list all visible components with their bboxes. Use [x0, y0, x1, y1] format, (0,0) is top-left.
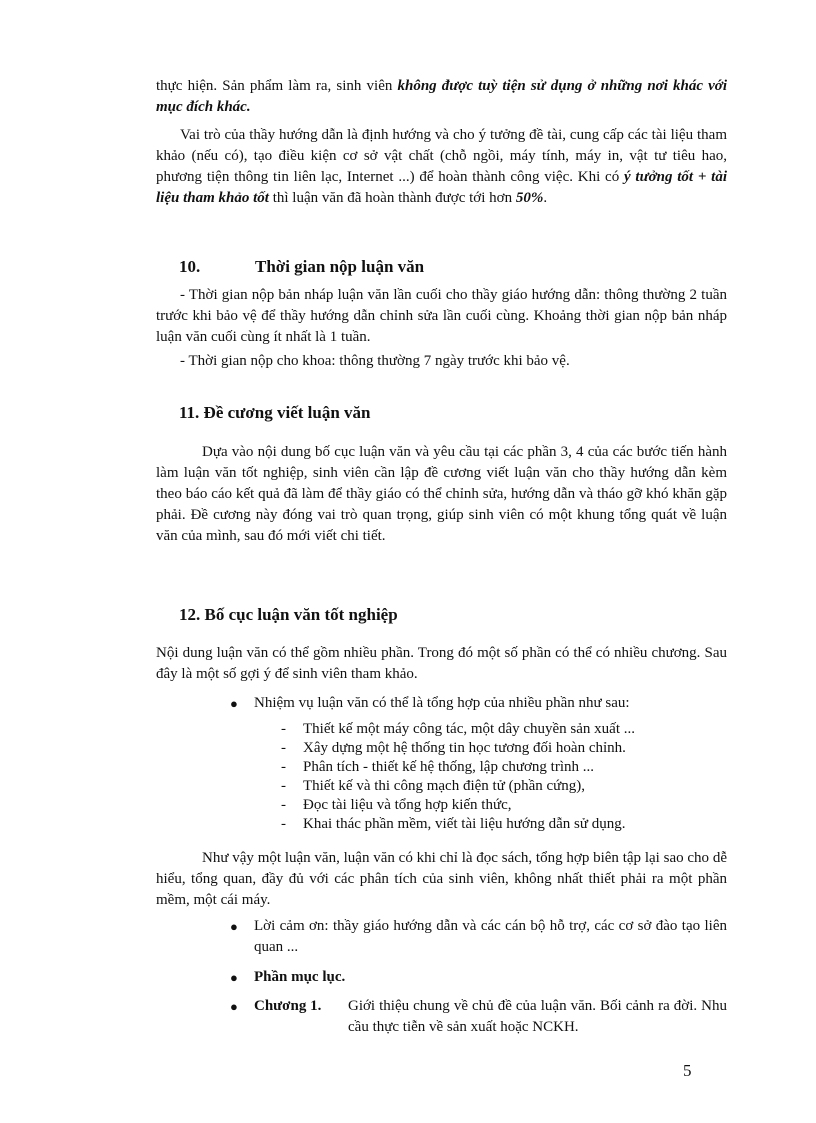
chapter-label: Chương 1. — [254, 998, 322, 1014]
list-item: - Thiết kế và thi công mạch điện tử (phần cứng), — [281, 778, 586, 794]
paragraph-faculty-deadline: - Thời gian nộp cho khoa: thông thường 7 ngày trước khi bảo vệ. — [180, 353, 570, 369]
list-item — [230, 967, 727, 988]
section-12-title: 12. Bố cục luận văn tốt nghiệp — [179, 605, 398, 624]
page-number: 5 — [683, 1061, 692, 1080]
paragraph-text: Vai trò của thầy hướng dẫn là định hướng và cho ý tưởng đề tài, cung cấp các tài liệu tham khảo (nếu có), tạo điều kiện cơ sở vật chất (chỗ ngồi, máy tính, máy in, vật tư tiêu hao, phương tiện thông tin liên lạc, Internet ...) để hoàn thành công việc. Khi có — [156, 127, 727, 185]
emphasis-percent: 50% — [515, 190, 544, 206]
section-10-number: 10. — [179, 257, 201, 276]
section-11-title: 11. Đề cương viết luận văn — [179, 403, 371, 422]
list-item: - Đọc tài liệu và tổng hợp kiến thức, — [281, 797, 512, 813]
dash-icon: - — [281, 778, 286, 794]
list-item — [230, 996, 727, 1038]
dash-icon: - — [281, 759, 286, 775]
paragraph-draft-deadline: - Thời gian nộp bản nháp luận văn lần cuối cho thầy giáo hướng dẫn: thông thường 2 tuần trước khi bảo vệ để thầy hướng dẫn chỉnh sửa lần cuối cùng. Khoảng thời gian nộp bản nháp luận văn cuối cùng ít nhất là 1 tuần. — [156, 287, 727, 345]
bullet-text: Lời cảm ơn: thầy giáo hướng dẫn và các cán bộ hỗ trợ, các cơ sở đào tạo liên quan ... — [254, 918, 727, 955]
dash-icon: - — [281, 797, 286, 813]
paragraph-text: thực hiện. Sản phẩm làm ra, sinh viên — [156, 78, 398, 94]
dash-icon: - — [281, 740, 286, 756]
bullet-icon: ● — [230, 696, 238, 711]
list-item: - Phân tích - thiết kế hệ thống, lập chương trình ... — [281, 759, 595, 775]
bullet-text: Phần mục lục. — [254, 969, 346, 985]
bullet-icon: ● — [230, 970, 238, 985]
paragraph-outline: Dựa vào nội dung bố cục luận văn và yêu cầu tại các phần 3, 4 của các bước tiến hành làm luận văn tốt nghiệp, sinh viên cần lập đề cương viết luận văn cho thầy hướng dẫn kèm theo báo cáo kết quả đã làm để thầy giáo có thể chỉnh sửa, hướng dẫn và tháo gỡ khó khăn gặp phải. Đề cương này đóng vai trò quan trọng, giúp sinh viên có một khung tổng quát về luận văn của mình, sau đó mới viết chi tiết. — [156, 444, 727, 544]
list-item — [230, 916, 727, 958]
paragraph-advisor-role — [156, 125, 727, 209]
list-item — [230, 693, 727, 714]
emphasis-text: không được tuỳ tiện sử dụng ở những nơi khác với mục đích khác. — [156, 78, 727, 115]
bullet-text: Nhiệm vụ luận văn có thể là tổng hợp của nhiều phần như sau: — [254, 695, 630, 711]
dash-icon: - — [281, 816, 286, 832]
list-item: - Xây dựng một hệ thống tin học tương đối hoàn chỉnh. — [281, 740, 626, 756]
paragraph-structure-intro: Nội dung luận văn có thể gồm nhiều phần. Trong đó một số phần có thể có nhiều chương. Sau đây là một số gợi ý để sinh viên tham khảo. — [156, 645, 727, 682]
list-item: - Khai thác phần mềm, viết tài liệu hướng dẫn sử dụng. — [281, 816, 626, 832]
paragraph-text: . — [543, 190, 548, 206]
paragraph-thesis-scope: Như vậy một luận văn, luận văn có khi chỉ là đọc sách, tổng hợp biên tập lại sao cho dễ hiểu, tổng quan, đầy đủ với các phân tích của sinh viên, không nhất thiết phải ra một phần mềm, một cái máy. — [156, 850, 727, 908]
emphasis-text: ý tưởng tốt + tài liệu tham khảo tốt — [156, 169, 728, 206]
section-10-title: Thời gian nộp luận văn — [255, 257, 425, 276]
paragraph-text: thì luận văn đã hoàn thành được tới hơn — [268, 190, 516, 206]
bullet-icon: ● — [230, 999, 238, 1014]
paragraph-usage-restriction — [156, 76, 727, 118]
task-list — [281, 720, 721, 834]
list-item: - Thiết kế một máy công tác, một dây chuyền sản xuất ... — [281, 721, 635, 737]
dash-icon: - — [281, 721, 286, 737]
bullet-icon: ● — [230, 919, 238, 934]
chapter-description: Giới thiệu chung về chủ đề của luận văn. Bối cảnh ra đời. Nhu cầu thực tiễn về sản xuất hoặc NCKH. — [348, 998, 727, 1035]
